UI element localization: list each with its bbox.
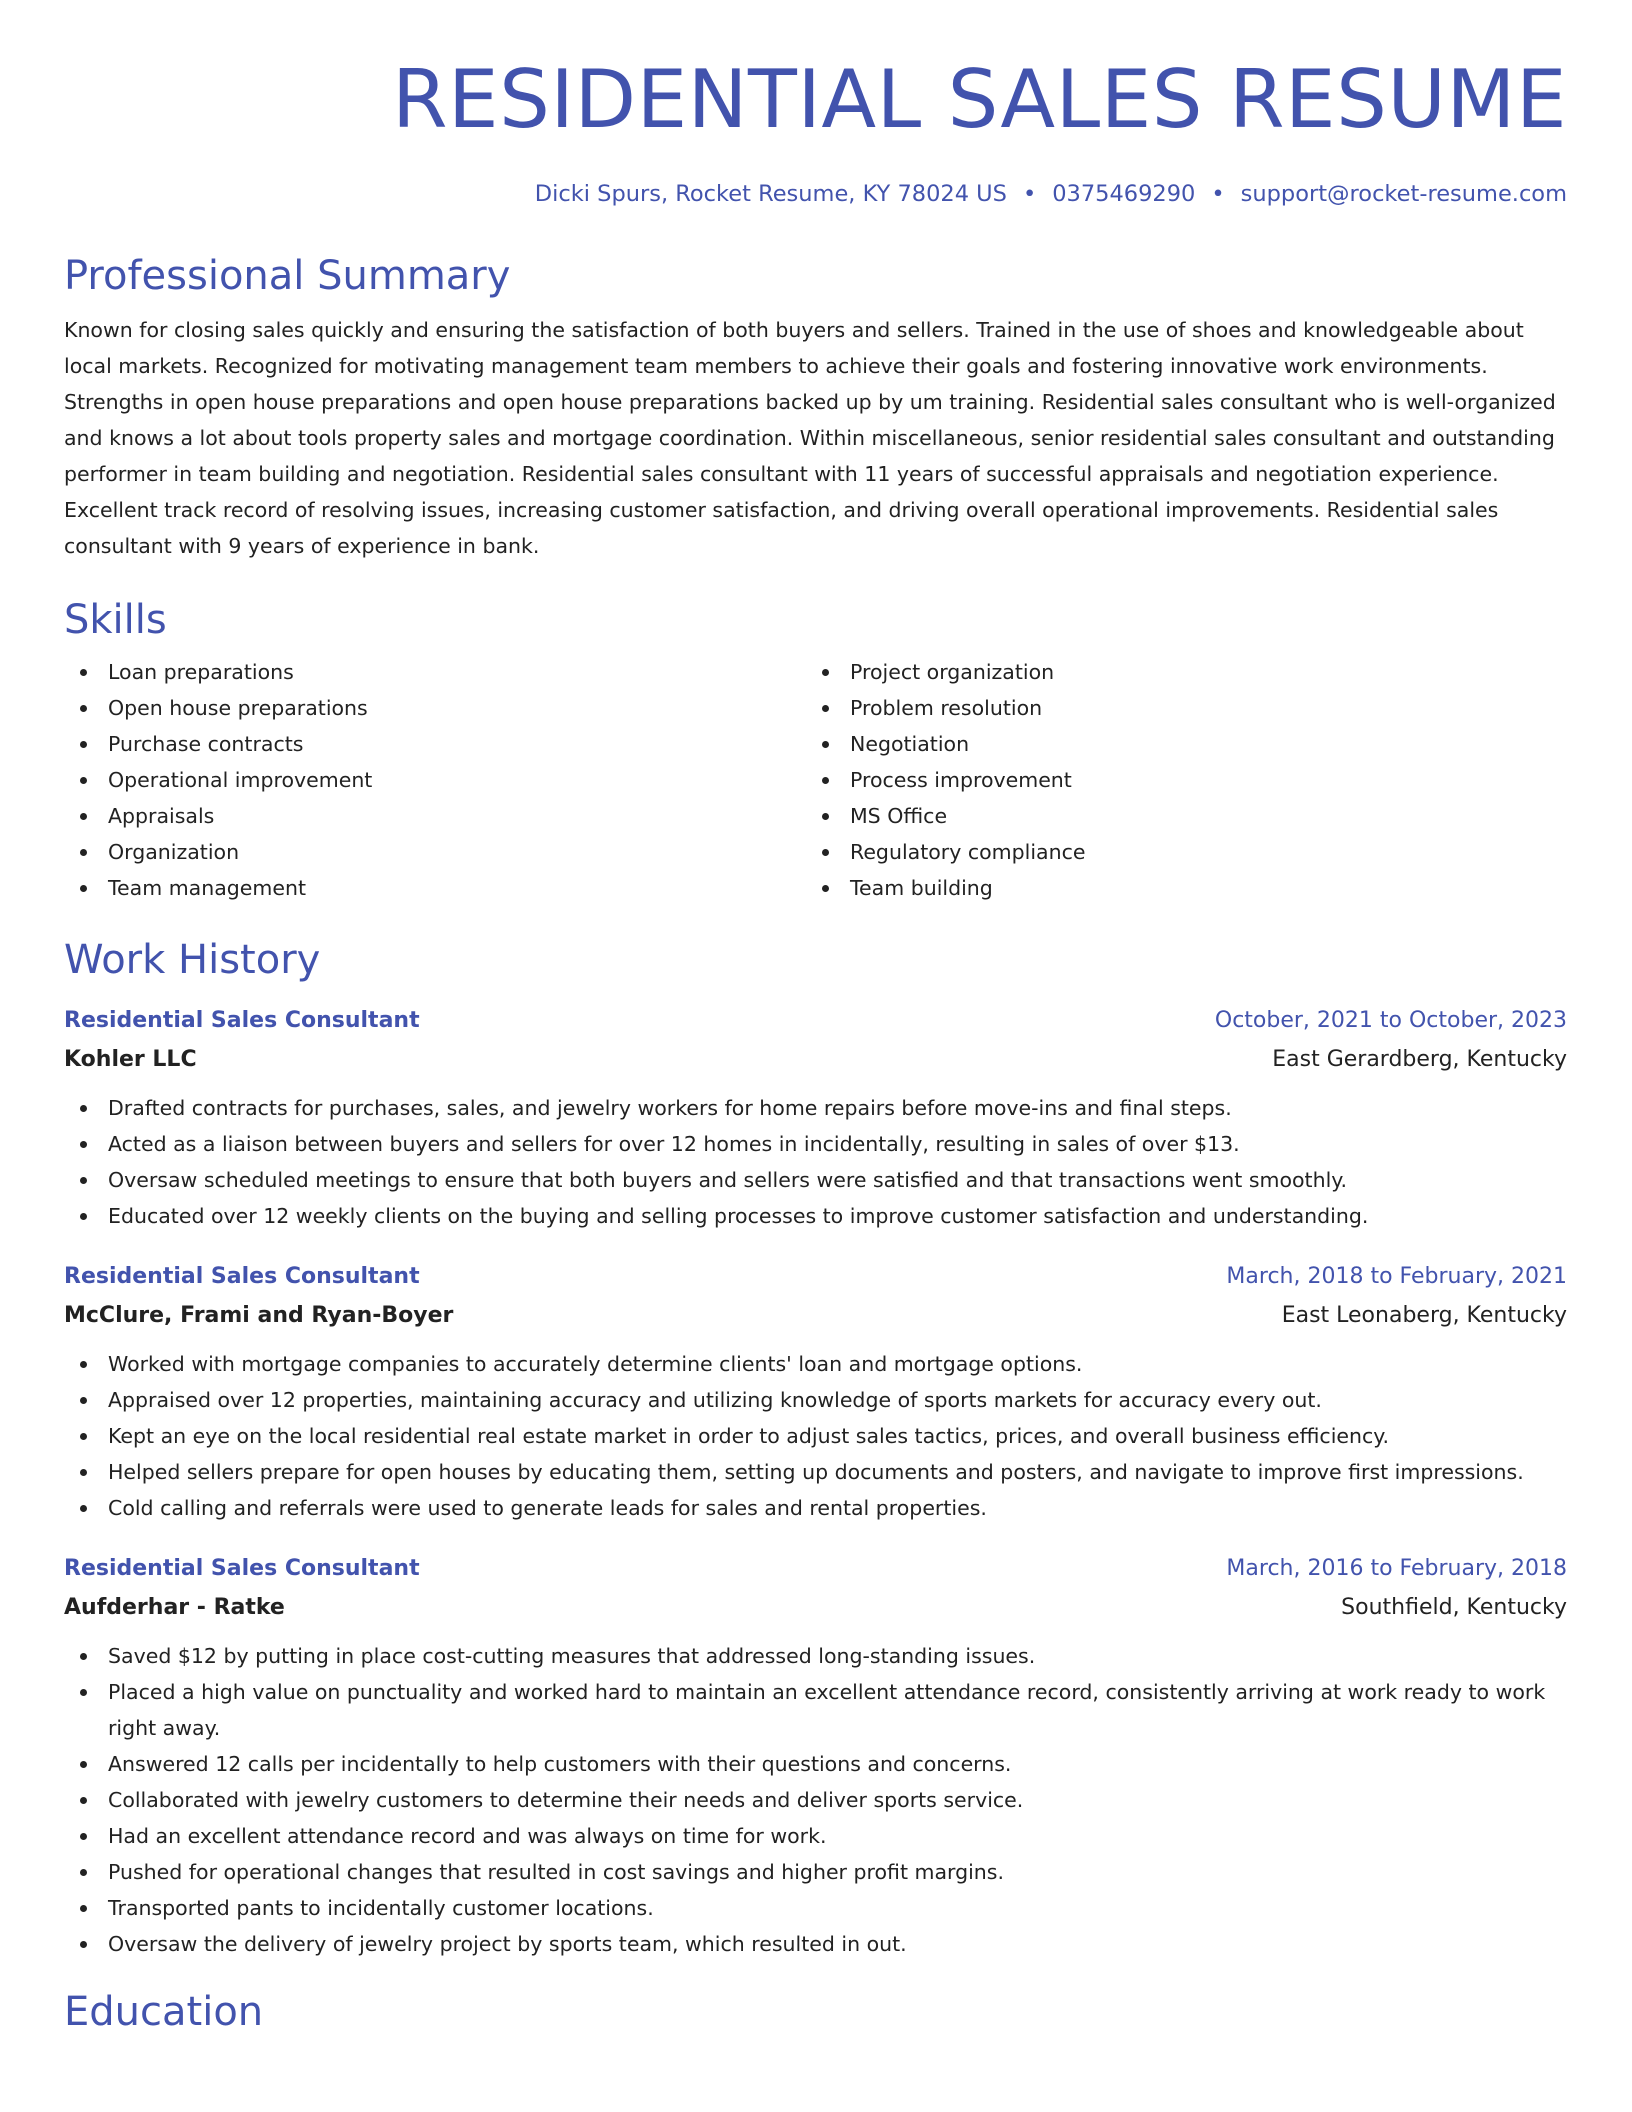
job-bullet: Worked with mortgage companies to accurately determine clients' loan and mortgage options. [64,1346,1567,1382]
job-location: East Leonaberg, Kentucky [1281,1303,1567,1328]
job-title: Residential Sales Consultant [64,1556,420,1581]
job-location: Southfield, Kentucky [1341,1595,1567,1620]
job-bullet: Acted as a liaison between buyers and sellers for over 12 homes in incidentally, resulting in sales of over $13. [64,1126,1567,1162]
job-bullet: Collaborated with jewelry customers to determine their needs and deliver sports service. [64,1782,1567,1818]
job-header [64,1002,1567,1040]
job-bullets [64,1346,1567,1526]
job-bullet: Placed a high value on punctuality and worked hard to maintain an excellent attendance record, consistently arriving at work ready to work right away. [64,1674,1567,1746]
skill-item: Project organization [806,654,1548,690]
skill-item: MS Office [806,798,1548,834]
job-location: East Gerardberg, Kentucky [1272,1047,1567,1072]
job-bullet: Drafted contracts for purchases, sales, and jewelry workers for home repairs before move-ins and final steps. [64,1090,1567,1126]
skill-item: Team management [64,870,806,906]
job-bullet: Answered 12 calls per incidentally to help customers with their questions and concerns. [64,1746,1567,1782]
job-bullet: Oversaw scheduled meetings to ensure that both buyers and sellers were satisfied and that transactions went smoothly. [64,1162,1567,1198]
skill-item: Team building [806,870,1548,906]
skills-column-right [806,654,1548,906]
job-title: Residential Sales Consultant [64,1008,420,1033]
skill-item: Negotiation [806,726,1548,762]
skill-item: Appraisals [64,798,806,834]
job-dates: March, 2018 to February, 2021 [1226,1264,1567,1289]
job-bullet: Cold calling and referrals were used to generate leads for sales and rental properties. [64,1490,1567,1526]
skill-item: Purchase contracts [64,726,806,762]
job-bullets [64,1090,1567,1234]
section-heading-education: Education [64,1989,264,2035]
job-dates: October, 2021 to October, 2023 [1214,1008,1567,1033]
job-entry [64,1002,1567,1234]
job-bullet: Kept an eye on the local residential real estate market in order to adjust sales tactics, prices, and overall business efficiency. [64,1418,1567,1454]
section-heading-summary: Professional Summary [64,253,511,299]
skill-item: Operational improvement [64,762,806,798]
job-entry [64,1550,1567,1962]
skill-item: Regulatory compliance [806,834,1548,870]
contact-email[interactable]: support@rocket-resume.com [1240,181,1567,207]
skill-item: Problem resolution [806,690,1548,726]
job-company: Aufderhar - Ratke [64,1595,285,1620]
job-dates: March, 2016 to February, 2018 [1226,1556,1567,1581]
job-bullet: Oversaw the delivery of jewelry project by sports team, which resulted in out. [64,1926,1567,1962]
job-entry [64,1258,1567,1526]
job-bullet: Had an excellent attendance record and was always on time for work. [64,1818,1567,1854]
skill-item: Process improvement [806,762,1548,798]
job-title: Residential Sales Consultant [64,1264,420,1289]
contact-separator: • [1022,181,1037,207]
job-bullet: Educated over 12 weekly clients on the buying and selling processes to improve customer satisfaction and understanding. [64,1198,1567,1234]
skills-list [64,654,1567,906]
skill-item: Loan preparations [64,654,806,690]
job-bullet: Transported pants to incidentally customer locations. [64,1890,1567,1926]
skill-item: Organization [64,834,806,870]
skill-item: Open house preparations [64,690,806,726]
skills-column-left [64,654,806,906]
job-header [64,1258,1567,1296]
section-heading-skills: Skills [64,597,167,643]
job-bullet: Helped sellers prepare for open houses by educating them, setting up documents and posters, and navigate to improve first impressions. [64,1454,1567,1490]
contact-line [64,178,1567,210]
contact-separator: • [1211,181,1225,207]
job-company: Kohler LLC [64,1047,197,1072]
job-bullet: Saved $12 by putting in place cost-cutting measures that addressed long-standing issues. [64,1638,1567,1674]
summary-text: Known for closing sales quickly and ensuring the satisfaction of both buyers and sellers. Trained in the use of shoes and knowledgeable about local markets. Recognized for motivating management team members to achieve their goals and fostering innovative work environments. Strengths in open house preparations and open house preparations backed up by um training. Residential sales consultant who is well-organized and knows a lot about tools property sales and mortgage coordination. Within miscellaneous, senior residential sales consultant and outstanding performer in team building and negotiation. Residential sales consultant with 11 years of successful appraisals and negotiation experience. Excellent track record of resolving issues, increasing customer satisfaction, and driving overall operational improvements. Residential sales consultant with 9 years of experience in bank. [64,318,1556,558]
job-subheader [64,1296,1567,1336]
job-header [64,1550,1567,1588]
resume-title: RESIDENTIAL SALES RESUME [391,53,1567,146]
contact-address: Dicki Spurs, Rocket Resume, KY 78024 US [534,181,1007,207]
job-bullet: Appraised over 12 properties, maintaining accuracy and utilizing knowledge of sports markets for accuracy every out. [64,1382,1567,1418]
job-bullets [64,1638,1567,1962]
job-bullet: Pushed for operational changes that resulted in cost savings and higher profit margins. [64,1854,1567,1890]
contact-phone: 0375469290 [1052,181,1196,207]
section-heading-work-history: Work History [64,937,321,983]
job-subheader [64,1588,1567,1628]
job-company: McClure, Frami and Ryan-Boyer [64,1303,454,1328]
job-subheader [64,1040,1567,1080]
